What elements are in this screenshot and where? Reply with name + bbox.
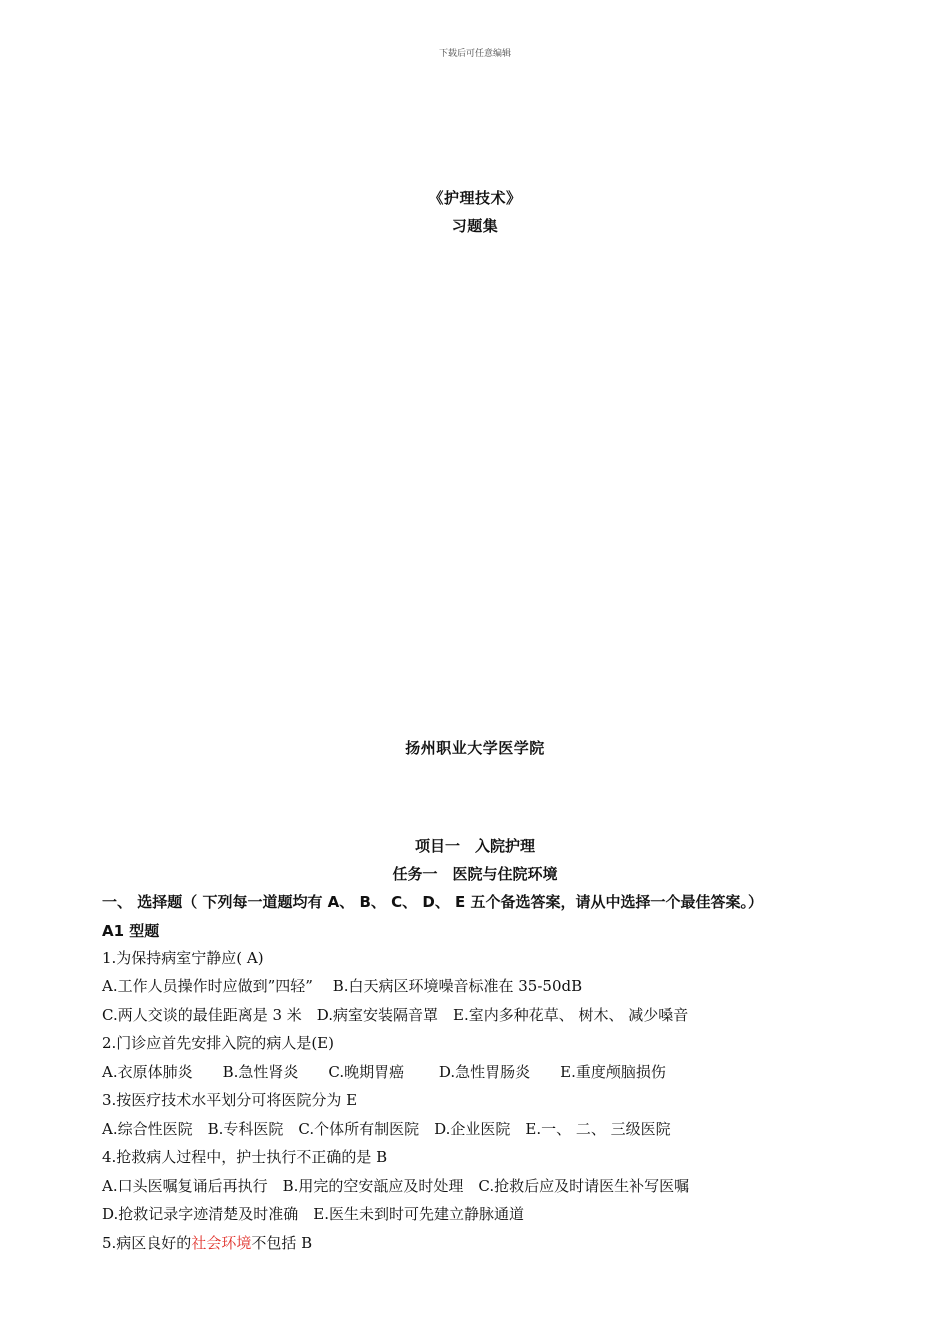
question-1-options-cde: C.两人交谈的最佳距离是 3 米 D.病室安装隔音罩 E.室内多种花草、 树木、 减少嗓音 bbox=[102, 1006, 689, 1024]
book-subtitle: 习题集 bbox=[451, 217, 499, 235]
question-3: 3.按医疗技术水平划分可将医院分为 E bbox=[102, 1091, 358, 1109]
project-heading: 项目一 入院护理 bbox=[414, 837, 535, 855]
question-2-options: A.衣原体肺炎 B.急性肾炎 C.晚期胃癌 D.急性胃肠炎 E.重度颅脑损伤 bbox=[102, 1063, 666, 1081]
question-4-options-de: D.抢救记录字迹清楚及时准确 E.医生未到时可先建立静脉通道 bbox=[102, 1205, 524, 1223]
question-4-options-abc: A.口头医嘱复诵后再执行 B.用完的空安瓿应及时处理 C.抢救后应及时请医生补写医嘱 bbox=[102, 1177, 690, 1195]
question-1-options-ab: A.工作人员操作时应做到”四轻” B.白天病区环境噪音标准在 35-50dB bbox=[102, 977, 583, 995]
question-2: 2.门诊应首先安排入院的病人是(E) bbox=[102, 1034, 334, 1052]
question-5-suffix: 不包括 B bbox=[251, 1234, 313, 1252]
book-title: 《护理技术》 bbox=[428, 189, 522, 207]
header-note: 下载后可任意编辑 bbox=[438, 49, 511, 59]
question-1: 1.为保持病室宁静应( A) bbox=[102, 949, 264, 967]
question-3-options: A.综合性医院 B.专科医院 C.个体所有制医院 D.企业医院 E.一、 二、 三级医院 bbox=[102, 1120, 671, 1138]
task-heading: 任务一 医院与住院环境 bbox=[392, 865, 558, 883]
question-5-highlight: 社会环境 bbox=[191, 1234, 252, 1252]
section-subheading: A1 型题 bbox=[102, 922, 160, 940]
question-4: 4.抢救病人过程中，护士执行不正确的是 B bbox=[102, 1148, 388, 1166]
question-5 bbox=[102, 1233, 312, 1253]
section-heading: 一、 选择题（ 下列每一道题均有 A、 B、 C、 D、 E 五个备选答案，请从中选择一个最佳答案。） bbox=[102, 893, 764, 911]
question-5-prefix: 5.病区良好的 bbox=[102, 1234, 192, 1252]
institution-name: 扬州职业大学医学院 bbox=[405, 739, 545, 757]
